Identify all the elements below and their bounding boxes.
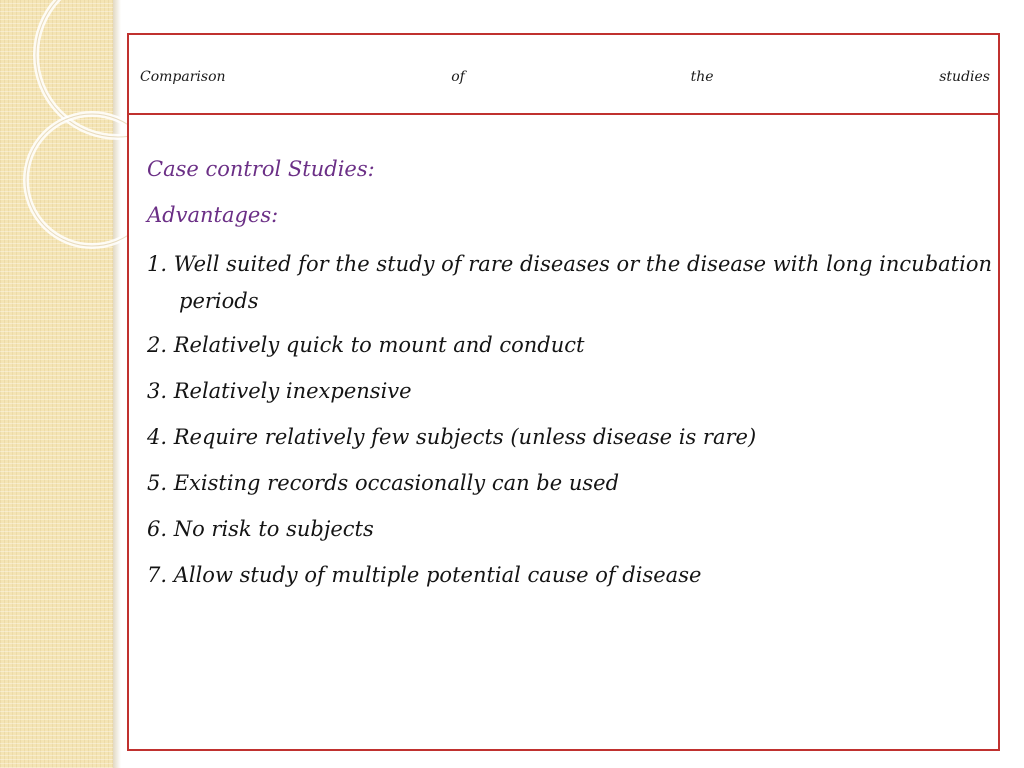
advantage-item: 6. No risk to subjects [147, 517, 374, 541]
study-type-heading: Case control Studies: [147, 157, 375, 181]
title-word: the [690, 69, 714, 85]
title-word: of [451, 69, 465, 85]
title-word: studies [939, 69, 990, 85]
slide-content [147, 154, 992, 606]
advantage-item: 1. Well suited for the study of rare diseases or the disease with long incubation periods [147, 252, 992, 313]
advantage-item: 5. Existing records occasionally can be used [147, 471, 620, 495]
advantage-item: 2. Relatively quick to mount and conduct [147, 333, 585, 357]
advantage-item: 7. Allow study of multiple potential cause of disease [147, 563, 702, 587]
advantage-item: 4. Require relatively few subjects (unless disease is rare) [147, 425, 757, 449]
advantage-item: 3. Relatively inexpensive [147, 379, 412, 403]
slide-title [140, 69, 990, 85]
decorative-circles [0, 0, 130, 300]
title-bar [129, 35, 998, 115]
title-word: Comparison [140, 69, 226, 85]
advantages-heading: Advantages: [147, 203, 279, 227]
